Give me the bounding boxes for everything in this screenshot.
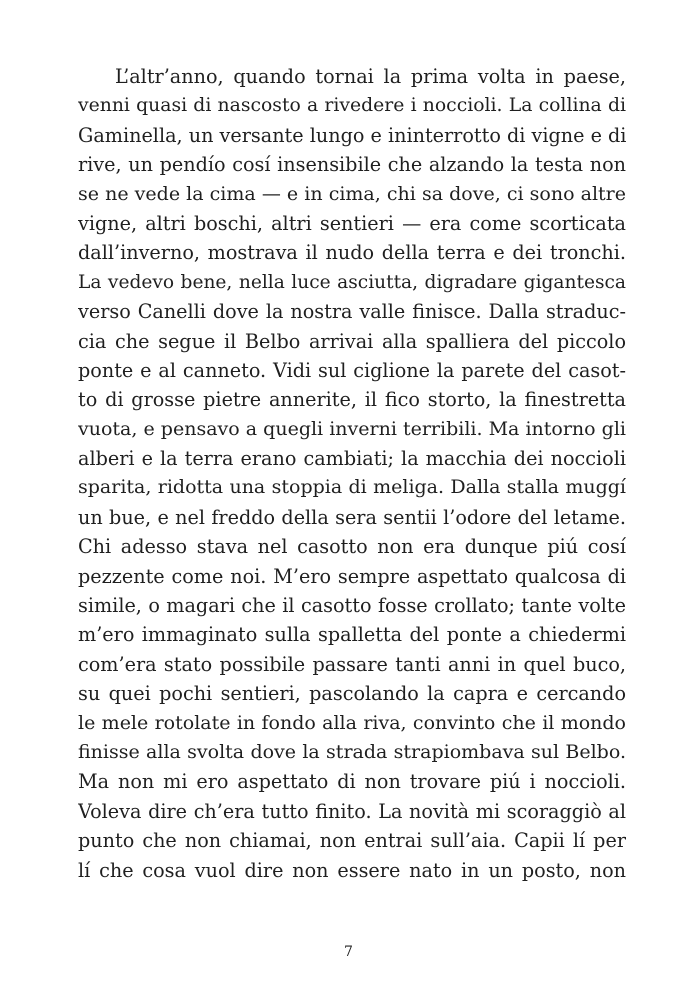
text-line: punto che non chiamai, non entrai sull’aia. Capii lí per (78, 829, 626, 853)
text-line: se ne vede la cima — e in cima, chi sa dove, ci sono altre (78, 182, 626, 205)
text-line: com’era stato possibile passare tanti anni in quel buco, (78, 652, 626, 676)
text-line: Chi adesso stava nel casotto non era dunque piú cosí (78, 535, 626, 559)
body-text (78, 62, 626, 885)
text-line: m’ero immaginato sulla spalletta del ponte a chiedermi (78, 623, 626, 647)
page-number: 7 (344, 944, 353, 960)
text-line: finisse alla svolta dove la strada strapiombava sul Belbo. (78, 740, 626, 763)
text-line: alberi e la terra erano cambiati; la macchia dei noccioli (78, 447, 626, 471)
text-line: L’altr’anno, quando tornai la prima volta in paese, (115, 65, 626, 88)
text-line: le mele rotolate in fondo alla riva, convinto che il mondo (78, 711, 626, 734)
text-line: pezzente come noi. M’ero sempre aspettato qualcosa di (78, 564, 626, 588)
text-line: Voleva dire ch’era tutto finito. La novità mi scoraggiò al (78, 799, 626, 823)
text-line: ponte e al canneto. Vidi sul ciglione la parete del casot- (78, 358, 626, 382)
text-line: sparita, ridotta una stoppia di meliga. Dalla stalla muggí (78, 476, 626, 499)
text-line: vuota, e pensavo a quegli inverni terribili. Ma intorno gli (78, 417, 626, 440)
text-line: cia che segue il Belbo arrivai alla spalliera del piccolo (78, 329, 626, 353)
text-line: to di grosse pietre annerite, il fico storto, la finestretta (78, 388, 626, 412)
text-line: su quei pochi sentieri, pascolando la capra e cercando (78, 682, 626, 706)
text-line: lí che cosa vuol dire non essere nato in un posto, non (78, 858, 626, 882)
text-line: Ma non mi ero aspettato di non trovare piú i noccioli. (78, 770, 626, 794)
text-line: venni quasi di nascosto a rivedere i noccioli. La collina di (78, 95, 626, 117)
text-line: Gaminella, un versante lungo e ininterrotto di vigne e di (78, 123, 626, 147)
text-line: La vedevo bene, nella luce asciutta, digradare gigantesca (78, 271, 626, 293)
text-line: rive, un pendío cosí insensibile che alzando la testa non (78, 153, 626, 177)
text-line: verso Canelli dove la nostra valle finisce. Dalla straduc- (78, 300, 626, 324)
text-line: dall’inverno, mostrava il nudo della terra e dei tronchi. (78, 241, 626, 265)
text-line: un bue, e nel freddo della sera sentii l’odore del letame. (78, 505, 626, 529)
text-line: vigne, altri boschi, altri sentieri — era come scorticata (78, 211, 626, 235)
text-line: simile, o magari che il casotto fosse crollato; tante volte (78, 594, 626, 618)
